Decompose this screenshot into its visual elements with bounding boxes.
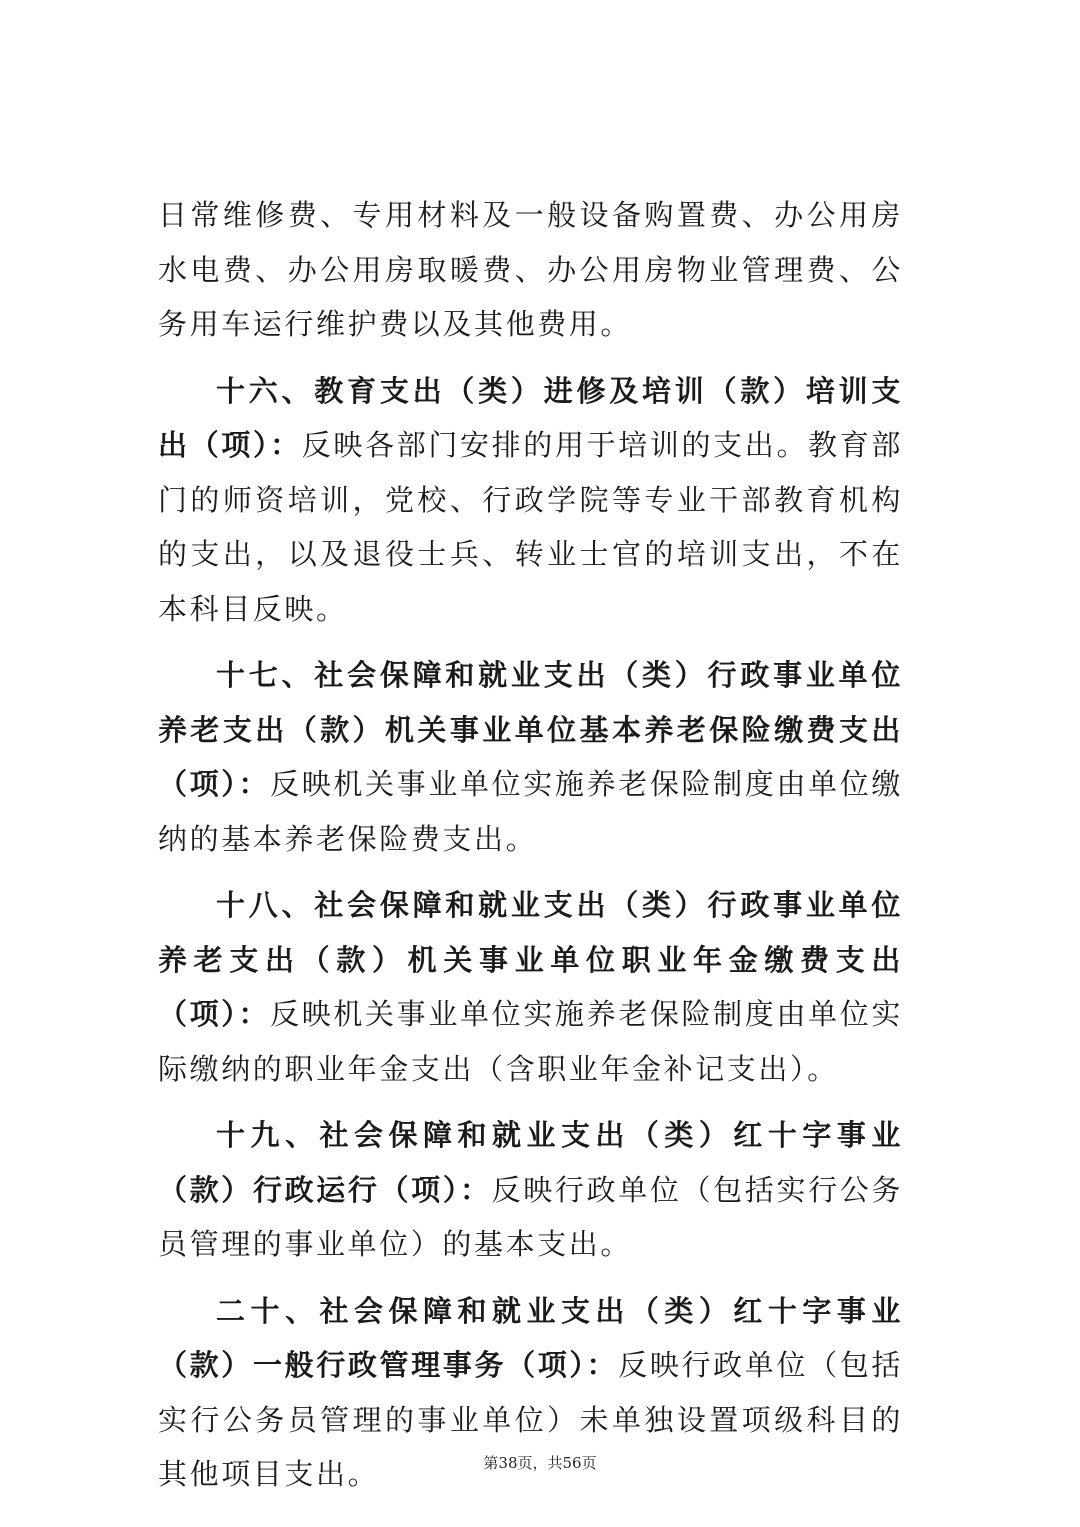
paragraph-continuation bbox=[158, 188, 903, 352]
paragraph-heading: 十七、社会保障和就业支出（类）行政事业单位养老支出（款）机关事业单位基本养老保险缴费支出（项）： bbox=[158, 658, 903, 801]
paragraph-text: 反映行政单位（包括实行公务员管理的事业单位）的基本支出。 bbox=[158, 1172, 903, 1261]
paragraph-item-16 bbox=[158, 364, 903, 637]
paragraph-text: 反映机关事业单位实施养老保险制度由单位缴纳的基本养老保险费支出。 bbox=[158, 767, 903, 856]
paragraph-text: 日常维修费、专用材料及一般设备购置费、办公用房水电费、办公用房取暖费、办公用房物业管理费、公务用车运行维护费以及其他费用。 bbox=[158, 198, 903, 341]
paragraph-heading: 十八、社会保障和就业支出（类）行政事业单位养老支出（款）机关事业单位职业年金缴费支出（项）： bbox=[158, 888, 903, 1031]
paragraph-item-19 bbox=[158, 1108, 903, 1272]
paragraph-text: 反映机关事业单位实施养老保险制度由单位实际缴纳的职业年金支出（含职业年金补记支出）。 bbox=[158, 997, 903, 1086]
paragraph-heading: 十九、社会保障和就业支出（类）红十字事业（款）行政运行（项）： bbox=[158, 1118, 903, 1207]
paragraph-heading: 二十、社会保障和就业支出（类）红十字事业（款）一般行政管理事务（项）： bbox=[158, 1293, 903, 1382]
paragraph-item-18 bbox=[158, 878, 903, 1096]
paragraph-text: 反映各部门安排的用于培训的支出。教育部门的师资培训，党校、行政学院等专业干部教育机构的支出，以及退役士兵、转业士官的培训支出，不在本科目反映。 bbox=[158, 428, 903, 626]
paragraph-text: 反映行政单位（包括实行公务员管理的事业单位）未单独设置项级科目的其他项目支出。 bbox=[158, 1348, 903, 1491]
document-body bbox=[158, 188, 903, 1514]
paragraph-item-17 bbox=[158, 648, 903, 866]
page-number-footer: 第38页，共56页 bbox=[483, 1454, 597, 1472]
paragraph-heading: 十六、教育支出（类）进修及培训（款）培训支出（项）： bbox=[158, 373, 903, 462]
